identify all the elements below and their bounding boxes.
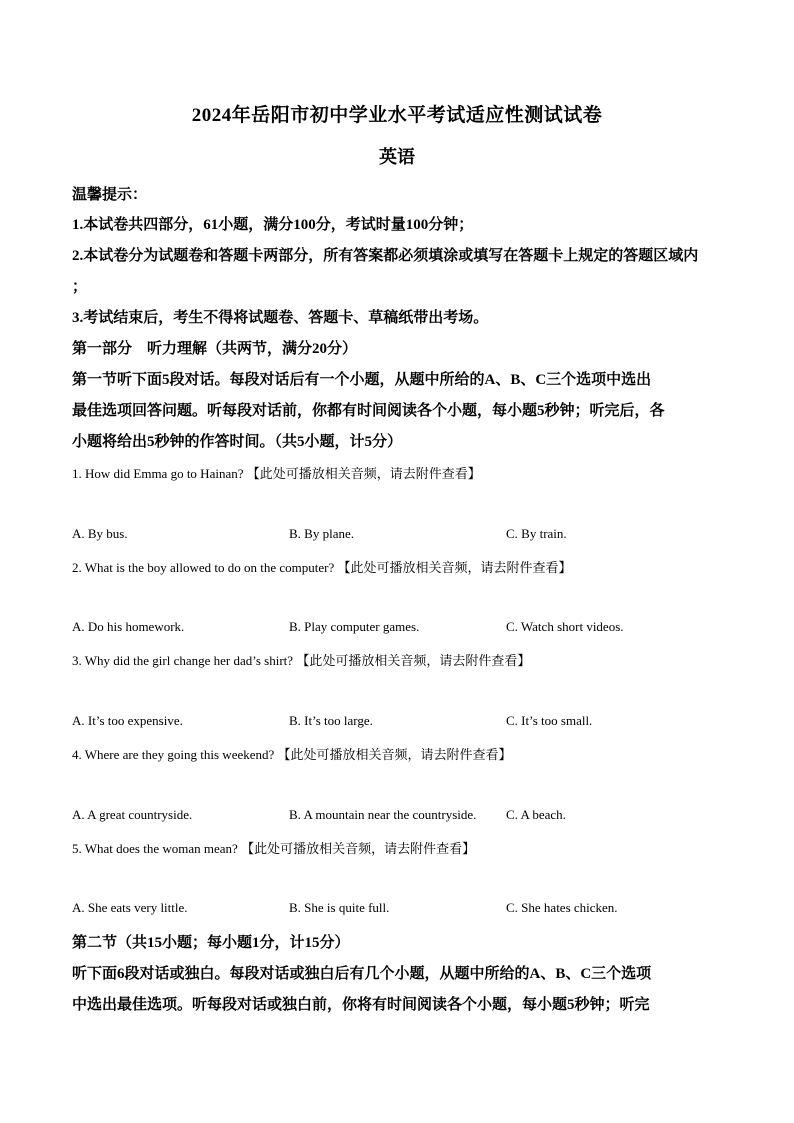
question-4-option-a: A. A great countryside. [72, 807, 193, 822]
exam-title: 2024年岳阳市初中学业水平考试适应性测试试卷 [191, 105, 603, 126]
notice-item-2-cont: ； [72, 279, 88, 295]
section2-heading: 第二节（共15小题；每小题1分，计15分） [72, 935, 350, 951]
section2-intro-line-2: 中选出最佳选项。听每段对话或独白前，你将有时间阅读各个小题，每小题5秒钟；听完 [72, 997, 650, 1013]
question-2-option-b: B. Play computer games. [289, 619, 420, 634]
question-1-option-b: B. By plane. [289, 526, 354, 541]
question-2-option-c: C. Watch short videos. [506, 619, 624, 634]
question-1: 1. How did Emma go to Hainan? 【此处可播放相关音频，请去附件查看】 [72, 466, 481, 481]
notice-item-3: 3.考试结束后，考生不得将试题卷、答题卡、草稿纸带出考场。 [72, 310, 489, 326]
section2-intro-line-1: 听下面6段对话或独白。每段对话或独白后有几个小题，从题中所给的A、B、C三个选项 [72, 966, 652, 982]
question-2: 2. What is the boy allowed to do on the computer? 【此处可播放相关音频，请去附件查看】 [72, 560, 572, 575]
question-3-option-c: C. It’s too small. [506, 713, 593, 728]
question-4-option-c: C. A beach. [506, 807, 566, 822]
section1-intro-line-1: 第一节听下面5段对话。每段对话后有一个小题，从题中所给的A、B、C三个选项中选出 [72, 372, 652, 388]
notice-item-2: 2.本试卷分为试题卷和答题卡两部分，所有答案都必须填涂或填写在答题卡上规定的答题区域内 [72, 248, 699, 264]
notice-heading: 温馨提示： [72, 187, 148, 203]
subject-title: 英语 [379, 147, 415, 167]
question-3-option-b: B. It’s too large. [289, 713, 373, 728]
section1-intro-line-3: 小题将给出5秒钟的作答时间。（共5小题，计5分） [72, 434, 403, 450]
question-3: 3. Why did the girl change her dad’s shirt? 【此处可播放相关音频，请去附件查看】 [72, 653, 531, 668]
question-1-option-c: C. By train. [506, 526, 567, 541]
part1-heading: 第一部分 听力理解（共两节，满分20分） [72, 341, 358, 357]
question-1-option-a: A. By bus. [72, 526, 128, 541]
question-2-option-a: A. Do his homework. [72, 619, 185, 634]
section1-intro-line-2: 最佳选项回答问题。听每段对话前，你都有时间阅读各个小题，每小题5秒钟；听完后，各 [72, 403, 665, 419]
notice-item-1: 1.本试卷共四部分，61小题，满分100分，考试时量100分钟； [72, 217, 474, 233]
question-5: 5. What does the woman mean? 【此处可播放相关音频，请去附件查看】 [72, 841, 476, 856]
question-5-option-b: B. She is quite full. [289, 900, 390, 915]
question-4-option-b: B. A mountain near the countryside. [289, 807, 477, 822]
question-3-option-a: A. It’s too expensive. [72, 713, 183, 728]
question-4: 4. Where are they going this weekend? 【此处可播放相关音频，请去附件查看】 [72, 747, 512, 762]
question-5-option-c: C. She hates chicken. [506, 900, 618, 915]
question-5-option-a: A. She eats very little. [72, 900, 188, 915]
